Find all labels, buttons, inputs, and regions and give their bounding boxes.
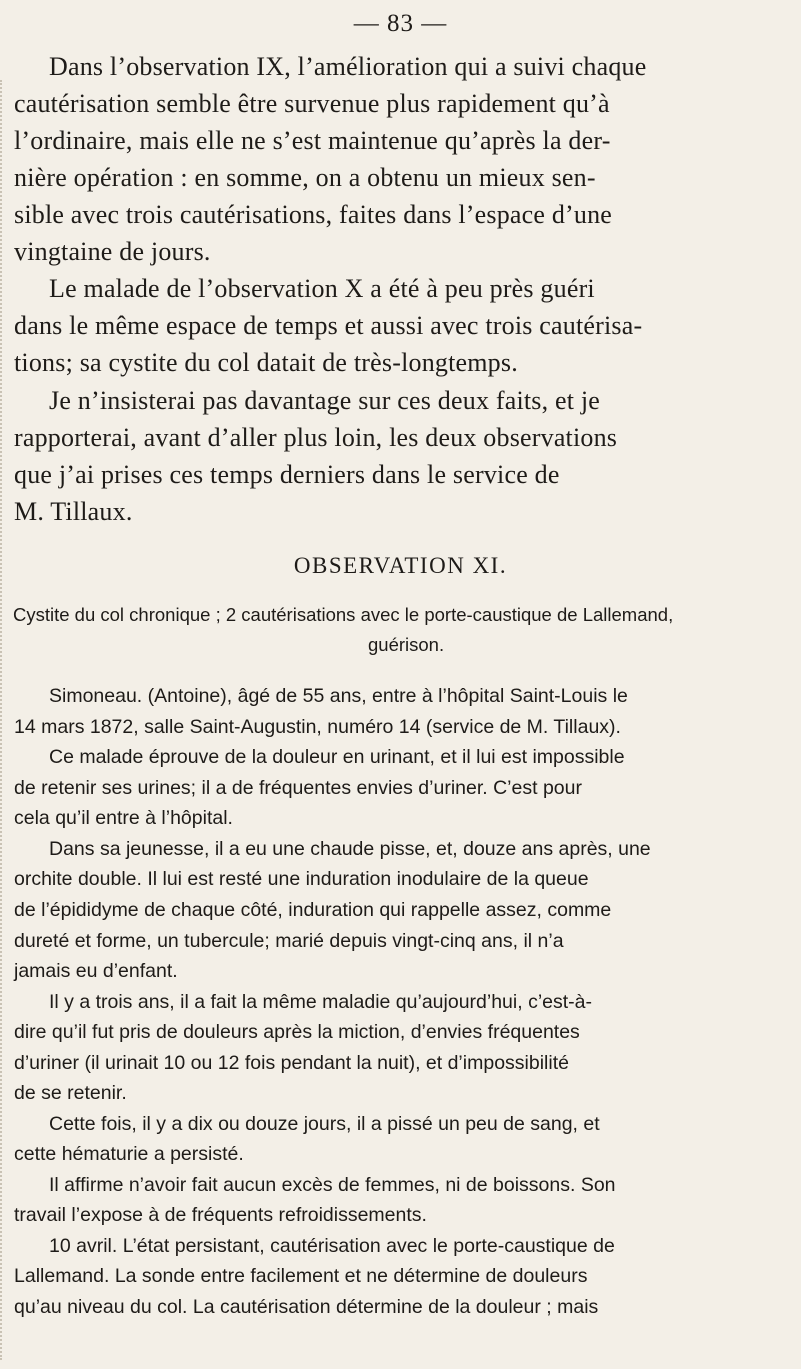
case-line: jamais eu d’enfant.	[14, 960, 178, 982]
case-line: Ce malade éprouve de la douleur en urinant, et il lui est impossible	[49, 746, 625, 768]
body-line: cautérisation semble être survenue plus rapidement qu’à	[14, 89, 610, 118]
case-line: cette hématurie a persisté.	[14, 1143, 244, 1165]
case-line: dureté et forme, un tubercule; marié depuis vingt-cinq ans, il n’a	[14, 930, 564, 952]
case-line: qu’au niveau du col. La cautérisation détermine de la douleur ; mais	[14, 1296, 599, 1318]
case-line: Cette fois, il y a dix ou douze jours, il a pissé un peu de sang, et	[49, 1113, 600, 1135]
body-line: nière opération : en somme, on a obtenu un mieux sen-	[14, 163, 596, 192]
case-line: 14 mars 1872, salle Saint-Augustin, numéro 14 (service de M. Tillaux).	[14, 716, 621, 738]
body-line: Le malade de l’observation X a été à peu près guéri	[49, 274, 595, 303]
case-line: cela qu’il entre à l’hôpital.	[14, 807, 233, 829]
body-line: sible avec trois cautérisations, faites dans l’espace d’une	[14, 200, 613, 229]
body-line: vingtaine de jours.	[14, 237, 211, 266]
case-line: dire qu’il fut pris de douleurs après la miction, d’envies fréquentes	[14, 1021, 580, 1043]
case-line: d’uriner (il urinait 10 ou 12 fois pendant la nuit), et d’impossibilité	[14, 1052, 569, 1074]
body-line: M. Tillaux.	[14, 497, 133, 526]
body-line: l’ordinaire, mais elle ne s’est maintenue qu’après la der-	[14, 126, 611, 155]
body-line: tions; sa cystite du col datait de très-longtemps.	[14, 348, 518, 377]
margin-binding-marks	[0, 80, 10, 1360]
case-line: Dans sa jeunesse, il a eu une chaude pisse, et, douze ans après, une	[49, 838, 651, 860]
body-line: rapporterai, avant d’aller plus loin, les deux observations	[14, 423, 618, 452]
summary-line: guérison.	[368, 634, 445, 655]
case-line: Lallemand. La sonde entre facilement et ne détermine de douleurs	[14, 1265, 588, 1287]
case-line: de se retenir.	[14, 1082, 127, 1104]
case-line: Il affirme n’avoir fait aucun excès de femmes, ni de boissons. Son	[49, 1174, 616, 1196]
body-line: Je n’insisterai pas davantage sur ces deux faits, et je	[49, 386, 601, 415]
body-line: dans le même espace de temps et aussi avec trois cautérisa-	[14, 311, 643, 340]
body-line: que j’ai prises ces temps derniers dans le service de	[14, 460, 560, 489]
case-line: 10 avril. L’état persistant, cautérisation avec le porte-caustique de	[49, 1235, 615, 1257]
case-line: orchite double. Il lui est resté une induration inodulaire de la queue	[14, 868, 589, 890]
case-line: Simoneau. (Antoine), âgé de 55 ans, entre à l’hôpital Saint-Louis le	[49, 685, 628, 707]
case-line: Il y a trois ans, il a fait la même maladie qu’aujourd’hui, c’est-à-	[49, 991, 592, 1013]
observation-heading: OBSERVATION XI.	[293, 553, 508, 578]
page-number: — 83 —	[353, 10, 448, 37]
case-line: de retenir ses urines; il a de fréquentes envies d’uriner. C’est pour	[14, 777, 582, 799]
case-line: travail l’expose à de fréquents refroidissements.	[14, 1204, 427, 1226]
body-line: Dans l’observation IX, l’amélioration qui a suivi chaque	[49, 52, 647, 81]
case-line: de l’épididyme de chaque côté, induration qui rappelle assez, comme	[14, 899, 612, 921]
summary-line: Cystite du col chronique ; 2 cautérisations avec le porte-caustique de Lallemand,	[13, 604, 674, 625]
